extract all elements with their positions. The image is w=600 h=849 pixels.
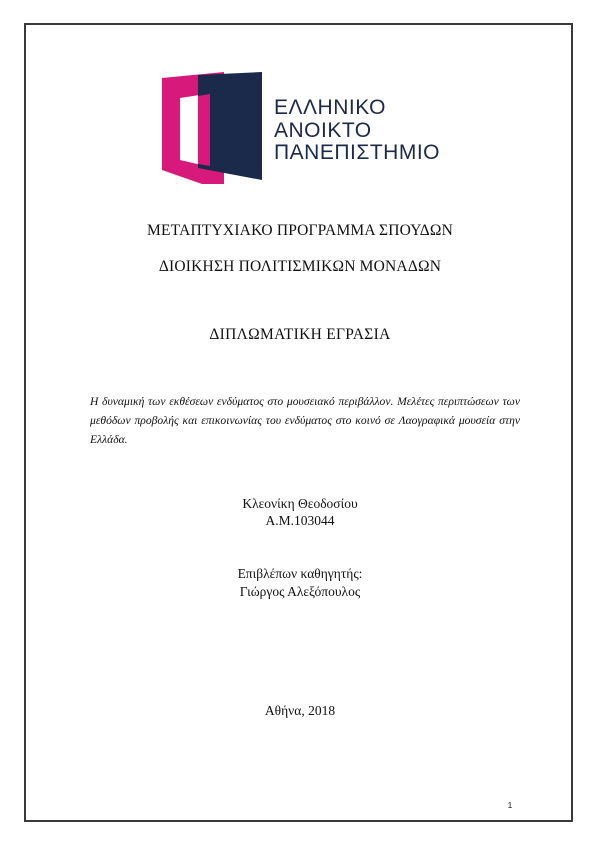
- program-title: ΜΕΤΑΠΤΥΧΙΑΚΟ ΠΡΟΓΡΑΜΜΑ ΣΠΟΥΔΩΝ: [147, 222, 453, 239]
- author-name: Κλεονίκη Θεοδοσίου: [242, 496, 358, 511]
- supervisor-label: Επιβλέπων καθηγητής:: [237, 566, 363, 581]
- logo-line-3: ΠΑΝΕΠΙΣΤΗΜΙΟ: [274, 141, 440, 164]
- logo-emblem-icon: [162, 72, 272, 184]
- page-number: 1: [507, 801, 513, 810]
- logo-line-1: ΕΛΛΗΝΙΚΟ: [274, 96, 386, 119]
- department-title: ΔΙΟΙΚΗΣΗ ΠΟΛΙΤΙΣΜΙΚΩΝ ΜΟΝΑΔΩΝ: [158, 258, 442, 275]
- supervisor-name: Γιώργος Αλεξόπουλος: [239, 584, 361, 599]
- thesis-title: Η δυναμική των εκθέσεων ενδύματος στο μουσειακό περιβάλλον. Μελέτες περιπτώσεων των μεθόδων προβολής και επικοινωνίας του ενδύματος στο κοινό σε Λαογραφικά μουσεία στην Ελλάδα.: [90, 395, 520, 446]
- logo-line-2: ΑΝΟΙΚΤΟ: [274, 118, 372, 142]
- document-type: ΔΙΠΛΩΜΑΤΙΚΗ ΕΓΡΑΣΙΑ: [209, 326, 391, 343]
- logo-wordmark: [274, 97, 440, 165]
- author-id: Α.Μ.103044: [265, 513, 335, 528]
- place-date: Αθήνα, 2018: [264, 703, 336, 718]
- university-logo: [162, 72, 452, 184]
